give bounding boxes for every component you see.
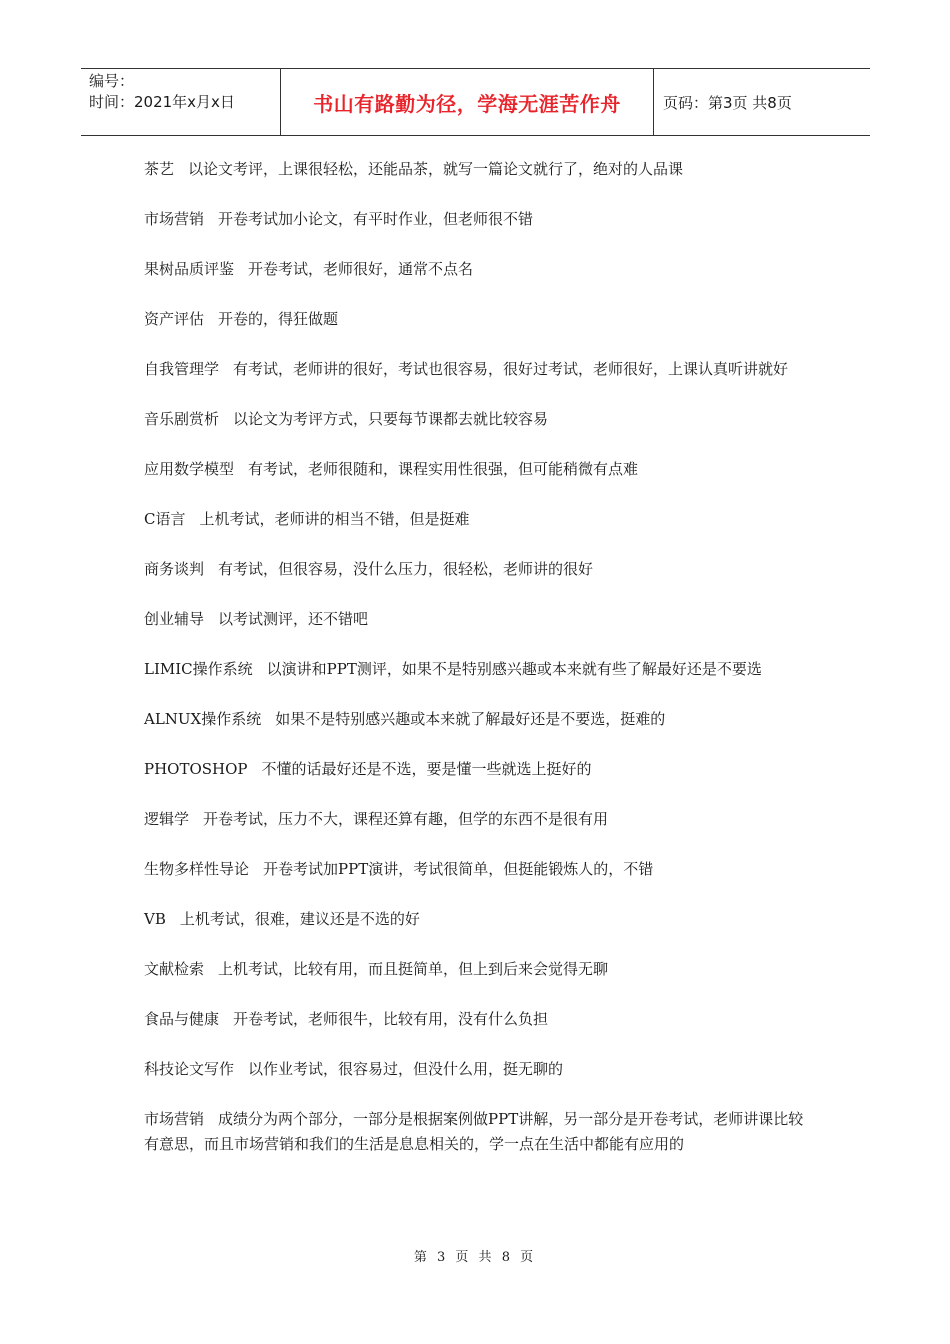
number-label: 编号： xyxy=(89,72,135,90)
course-comment: 开卷的，得狂做题 xyxy=(218,310,339,328)
course-comment: 成绩分为两个部分，一部分是根据案例做PPT讲解，另一部分是开卷考试，老师讲课比较有意思，而且市场营销和我们的生活是息息相关的，学一点在生活中都能有应用的 xyxy=(144,1110,804,1153)
course-comment: 以演讲和PPT测评，如果不是特别感兴趣或本来就有些了解最好还是不要选 xyxy=(266,660,762,678)
course-name: 生物多样性导论 xyxy=(144,860,250,878)
course-entry xyxy=(144,407,816,432)
course-comment: 有考试，老师很随和，课程实用性很强，但可能稍微有点难 xyxy=(248,460,639,478)
course-entry xyxy=(144,1007,816,1032)
course-name: ALNUX操作系统 xyxy=(144,710,262,728)
date-label: 时间：2021年x月x日 xyxy=(89,93,235,111)
course-comment: 不懂的话最好还是不选，要是懂一些就选上挺好的 xyxy=(261,760,592,778)
course-entry xyxy=(144,307,816,332)
course-comment: 开卷考试，压力不大，课程还算有趣，但学的东西不是很有用 xyxy=(203,810,609,828)
course-comment: 上机考试，很难，建议还是不选的好 xyxy=(179,910,420,928)
course-entry xyxy=(144,657,816,682)
course-name: C语言 xyxy=(144,510,186,528)
course-name: VB xyxy=(144,910,166,928)
header-meta-cell xyxy=(81,69,281,135)
course-name: 商务谈判 xyxy=(144,560,205,578)
course-entry xyxy=(144,757,816,782)
course-entry xyxy=(144,557,816,582)
course-name: 资产评估 xyxy=(144,310,205,328)
course-comment: 如果不是特别感兴趣或本来就了解最好还是不要选，挺难的 xyxy=(275,710,666,728)
course-name: 文献检索 xyxy=(144,960,205,978)
course-entry xyxy=(144,807,816,832)
course-entry xyxy=(144,707,816,732)
course-name: 科技论文写作 xyxy=(144,1060,235,1078)
header-motto: 书山有路勤为径，学海无涯苦作舟 xyxy=(281,69,654,135)
course-comment: 以论文为考评方式，只要每节课都去就比较容易 xyxy=(233,410,549,428)
course-comment: 以考试测评，还不错吧 xyxy=(218,610,369,628)
course-name: 市场营销 xyxy=(144,210,205,228)
course-name: PHOTOSHOP xyxy=(144,760,248,778)
course-comment: 以论文考评，上课很轻松，还能品茶，就写一篇论文就行了，绝对的人品课 xyxy=(188,160,684,178)
course-comment: 上机考试，比较有用，而且挺简单，但上到后来会觉得无聊 xyxy=(218,960,609,978)
course-entry xyxy=(144,157,816,182)
course-comment: 开卷考试，老师很好，通常不点名 xyxy=(248,260,474,278)
course-entry xyxy=(144,857,816,882)
course-name: 逻辑学 xyxy=(144,810,190,828)
course-comment: 有考试，但很容易，没什么压力，很轻松，老师讲的很好 xyxy=(218,560,594,578)
page-footer: 第 3 页 共 8 页 xyxy=(413,1250,537,1265)
course-entry xyxy=(144,1107,816,1157)
course-name: 应用数学模型 xyxy=(144,460,235,478)
header-table xyxy=(81,68,870,136)
course-list xyxy=(144,157,816,1182)
course-name: 果树品质评鉴 xyxy=(144,260,235,278)
course-comment: 有考试，老师讲的很好，考试也很容易，很好过考试，老师很好，上课认真听讲就好 xyxy=(233,360,789,378)
course-entry xyxy=(144,207,816,232)
course-name: 自我管理学 xyxy=(144,360,220,378)
course-name: 音乐剧赏析 xyxy=(144,410,220,428)
course-entry xyxy=(144,957,816,982)
course-name: LIMIC操作系统 xyxy=(144,660,253,678)
course-entry xyxy=(144,907,816,932)
course-name: 创业辅导 xyxy=(144,610,205,628)
course-entry xyxy=(144,607,816,632)
course-entry xyxy=(144,357,816,382)
course-entry xyxy=(144,507,816,532)
course-comment: 开卷考试，老师很牛，比较有用，没有什么负担 xyxy=(233,1010,549,1028)
course-comment: 开卷考试加小论文，有平时作业，但老师很不错 xyxy=(218,210,534,228)
course-entry xyxy=(144,1057,816,1082)
header-page-info: 页码：第3页 共8页 xyxy=(663,93,792,112)
course-entry xyxy=(144,257,816,282)
course-comment: 上机考试，老师讲的相当不错，但是挺难 xyxy=(199,510,470,528)
course-entry xyxy=(144,457,816,482)
course-name: 食品与健康 xyxy=(144,1010,220,1028)
course-name: 市场营销 xyxy=(144,1110,205,1128)
course-comment: 开卷考试加PPT演讲，考试很简单，但挺能锻炼人的，不错 xyxy=(263,860,654,878)
course-comment: 以作业考试，很容易过，但没什么用，挺无聊的 xyxy=(248,1060,564,1078)
course-name: 茶艺 xyxy=(144,160,175,178)
